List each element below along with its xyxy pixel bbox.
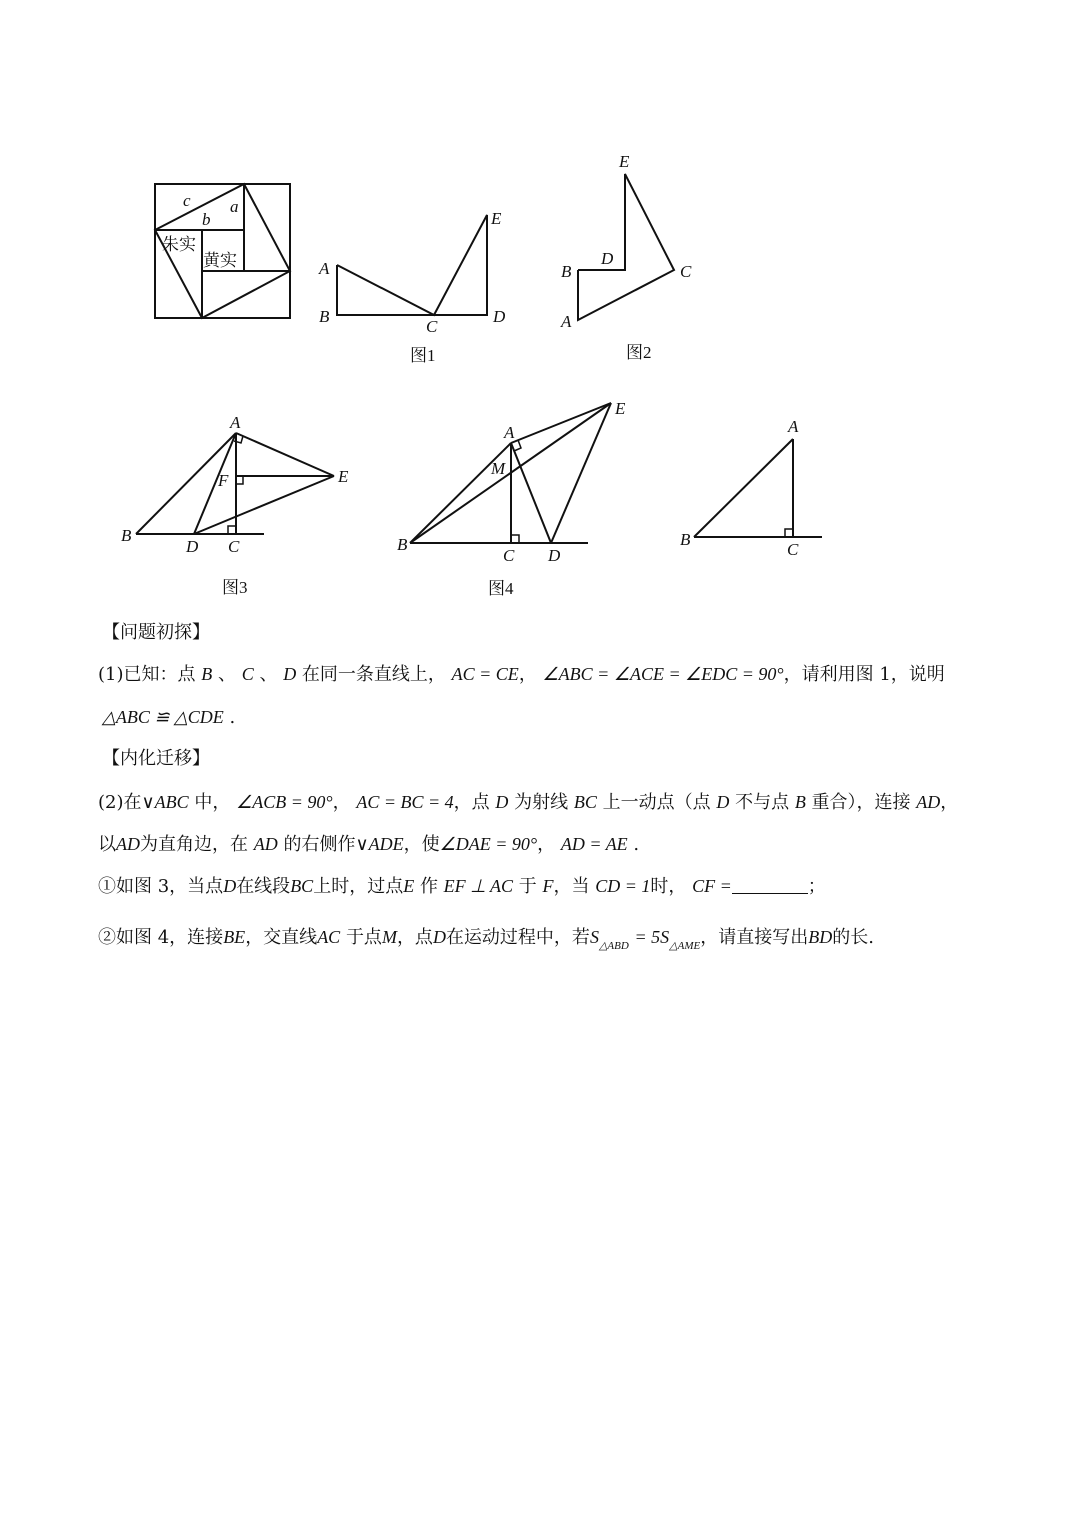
q2-eq-ac-bc: AC = BC = 4 xyxy=(356,792,454,812)
q1-sep-2: 、 xyxy=(259,664,278,685)
fig3-right-angle-C xyxy=(228,526,236,534)
fig4-point-B: B xyxy=(397,535,408,554)
q2l2-text-g: ，使 xyxy=(403,834,440,855)
q1-eq-angles: ∠ABC = ∠ACE = ∠EDC = 90° xyxy=(542,664,784,684)
q1-text-k: ，请利用图 1，说明 xyxy=(783,664,945,685)
q2-text-i: 为射线 xyxy=(514,792,569,813)
q2-sep-e: ， xyxy=(332,792,351,813)
q1-congruence: △ABC ≌ △CDE xyxy=(102,707,224,727)
q2-line2-content xyxy=(98,832,639,857)
fig2-point-A: A xyxy=(561,312,572,331)
fig1-point-B: B xyxy=(319,307,330,326)
q1-text-g: 在同一条直线上， xyxy=(301,664,446,685)
q21-perp: EF ⊥ AC xyxy=(443,876,514,896)
fig5-point-A: A xyxy=(788,417,799,436)
fig2-shape xyxy=(578,174,674,320)
q21-eq-cd: CD = 1 xyxy=(595,876,651,896)
section2-heading: 【内化迁移】 xyxy=(102,748,210,769)
q2-text-c: 中， xyxy=(194,792,231,813)
fig4-point-C: C xyxy=(503,546,515,565)
q2-point-d-1: D xyxy=(495,792,509,812)
q2-text-a: (2)在∨ xyxy=(98,792,155,813)
q21-seg-bc: BC xyxy=(290,876,314,896)
q2l2-period: . xyxy=(633,834,640,855)
q2l2-seg-ad: AD xyxy=(116,834,140,854)
fig4-caption: 图4 xyxy=(488,579,514,598)
fig3-point-E: E xyxy=(338,467,349,486)
q1-line1-content xyxy=(98,662,945,687)
fig2-caption: 图2 xyxy=(626,343,652,362)
fig5-right-angle-C xyxy=(785,529,793,537)
q22-line-ac: AC xyxy=(317,927,341,947)
q2-ray-bc: BC xyxy=(573,792,597,812)
fig1-point-D: D xyxy=(493,307,506,326)
fig5-AB xyxy=(694,439,793,537)
fig1-point-C: C xyxy=(426,317,438,336)
q21-point-f: F xyxy=(542,876,554,896)
fig3-point-C: C xyxy=(228,537,240,556)
q1-point-b: B xyxy=(201,664,213,684)
q1-line2-content xyxy=(102,705,235,730)
q22-s1: S xyxy=(589,927,599,947)
figures-canvas xyxy=(0,0,1080,620)
q22-text-p: 的长. xyxy=(832,927,874,948)
q2-sep-q: ， xyxy=(940,792,959,813)
q2l2-text-a: 以 xyxy=(98,834,116,855)
q1-sep-3: ， xyxy=(518,664,537,685)
figure-5 xyxy=(680,417,822,559)
fig4-AB xyxy=(410,443,511,543)
q2-point-d-2: D xyxy=(716,792,730,812)
fig4-right-angle-C xyxy=(511,535,519,543)
q2-eq-acb: ∠ACB = 90° xyxy=(236,792,333,812)
fig3-caption: 图3 xyxy=(222,578,248,597)
q21-text-i: 于 xyxy=(518,876,537,897)
q2l2-text-c: 为直角边，在 xyxy=(140,834,248,855)
q2-point-b: B xyxy=(794,792,806,812)
q2-seg-ad-1: AD xyxy=(916,792,941,812)
q2l2-eq-dae: ∠DAE = 90° xyxy=(439,834,538,854)
q21-semicolon: ； xyxy=(807,876,826,897)
fig4-point-E: E xyxy=(615,399,626,418)
fig5-point-B: B xyxy=(680,530,691,549)
q21-text-e: 上时，过点 xyxy=(313,876,404,897)
q22-text-n: ，请直接写出 xyxy=(700,927,809,948)
q2-text-k: 上一动点（点 xyxy=(602,792,711,813)
label-b: b xyxy=(202,210,211,229)
q1-period: . xyxy=(229,707,236,728)
fig2-point-D: D xyxy=(601,249,614,268)
fig4-point-A: A xyxy=(504,423,515,442)
q22-text-c: ，交直线 xyxy=(245,927,318,948)
fig1-point-A: A xyxy=(319,259,330,278)
q2l2-sep-i: ， xyxy=(537,834,556,855)
q2l2-seg-ad-2: AD xyxy=(253,834,278,854)
q2-text-o: 重合），连接 xyxy=(811,792,911,813)
answer-blank[interactable] xyxy=(732,875,808,894)
q2-text-m: 不与点 xyxy=(735,792,790,813)
q21-text-g: 作 xyxy=(419,876,438,897)
q21-point-d: D xyxy=(223,876,237,896)
q1-eq-ac-ce: AC = CE xyxy=(451,664,519,684)
q22-text-g: ，点 xyxy=(396,927,433,948)
figure-1 xyxy=(318,209,506,365)
q22-sub-abd: △ABD xyxy=(598,940,629,952)
q21-point-e: E xyxy=(403,876,415,896)
q2-text-g: ，点 xyxy=(453,792,490,813)
q2-line1-content xyxy=(98,790,958,815)
fig2-point-B: B xyxy=(561,262,572,281)
fig2-point-C: C xyxy=(680,262,692,281)
q2-sub1-content xyxy=(98,874,826,899)
fig1-caption: 图1 xyxy=(410,346,436,365)
fig4-point-D: D xyxy=(548,546,561,565)
q1-point-c: C xyxy=(241,664,254,684)
figure-3 xyxy=(121,413,349,597)
zhao-shuang-diagram xyxy=(155,184,290,318)
q21-text-m: 时， xyxy=(650,876,687,897)
section1-heading: 【问题初探】 xyxy=(102,622,210,643)
figure-4 xyxy=(397,399,626,598)
fig5-point-C: C xyxy=(787,540,799,559)
q21-text-a: ①如图 3，当点 xyxy=(98,876,224,897)
fig3-point-A: A xyxy=(230,413,241,432)
q1-text-a: (1)已知：点 xyxy=(98,664,196,685)
fig3-AE xyxy=(236,433,334,476)
fig3-point-D: D xyxy=(186,537,199,556)
q22-5s: = 5S xyxy=(634,927,670,947)
q2l2-text-e: 的右侧作∨ xyxy=(283,834,369,855)
q21-text-c: 在线段 xyxy=(236,876,291,897)
q21-text-k: ，当 xyxy=(553,876,590,897)
q1-sep-1: 、 xyxy=(217,664,236,685)
fig4-point-M: M xyxy=(491,459,506,478)
q22-point-m: M xyxy=(381,927,397,947)
q21-cf: CF = xyxy=(692,876,732,896)
q2l2-eq-ad-ae: AD = AE xyxy=(560,834,628,854)
fig2-point-E: E xyxy=(619,152,630,171)
q22-text-a: ②如图 4，连接 xyxy=(98,927,224,948)
q2l2-tri-ade: ADE xyxy=(368,834,404,854)
label-huang-shi: 黄实 xyxy=(203,251,237,270)
q2-sub2-content xyxy=(98,925,874,958)
fig1-shape xyxy=(337,215,487,315)
q1-point-d: D xyxy=(283,664,297,684)
q22-seg-be: BE xyxy=(223,927,246,947)
q22-seg-bd: BD xyxy=(808,927,833,947)
label-a: a xyxy=(230,197,239,216)
q22-text-e: 于点 xyxy=(345,927,382,948)
label-zhu-shi: 朱实 xyxy=(162,235,196,254)
fig3-point-B: B xyxy=(121,526,132,545)
fig1-point-E: E xyxy=(491,209,502,228)
q22-point-d: D xyxy=(432,927,446,947)
label-c: c xyxy=(183,191,191,210)
figure-2 xyxy=(560,152,692,362)
q22-sub-ame: △AME xyxy=(669,940,701,952)
q22-text-i: 在运动过程中，若 xyxy=(445,927,590,948)
fig3-point-F: F xyxy=(218,471,229,490)
fig3-right-angle-F xyxy=(236,476,243,484)
q2-tri-abc: ABC xyxy=(154,792,189,812)
